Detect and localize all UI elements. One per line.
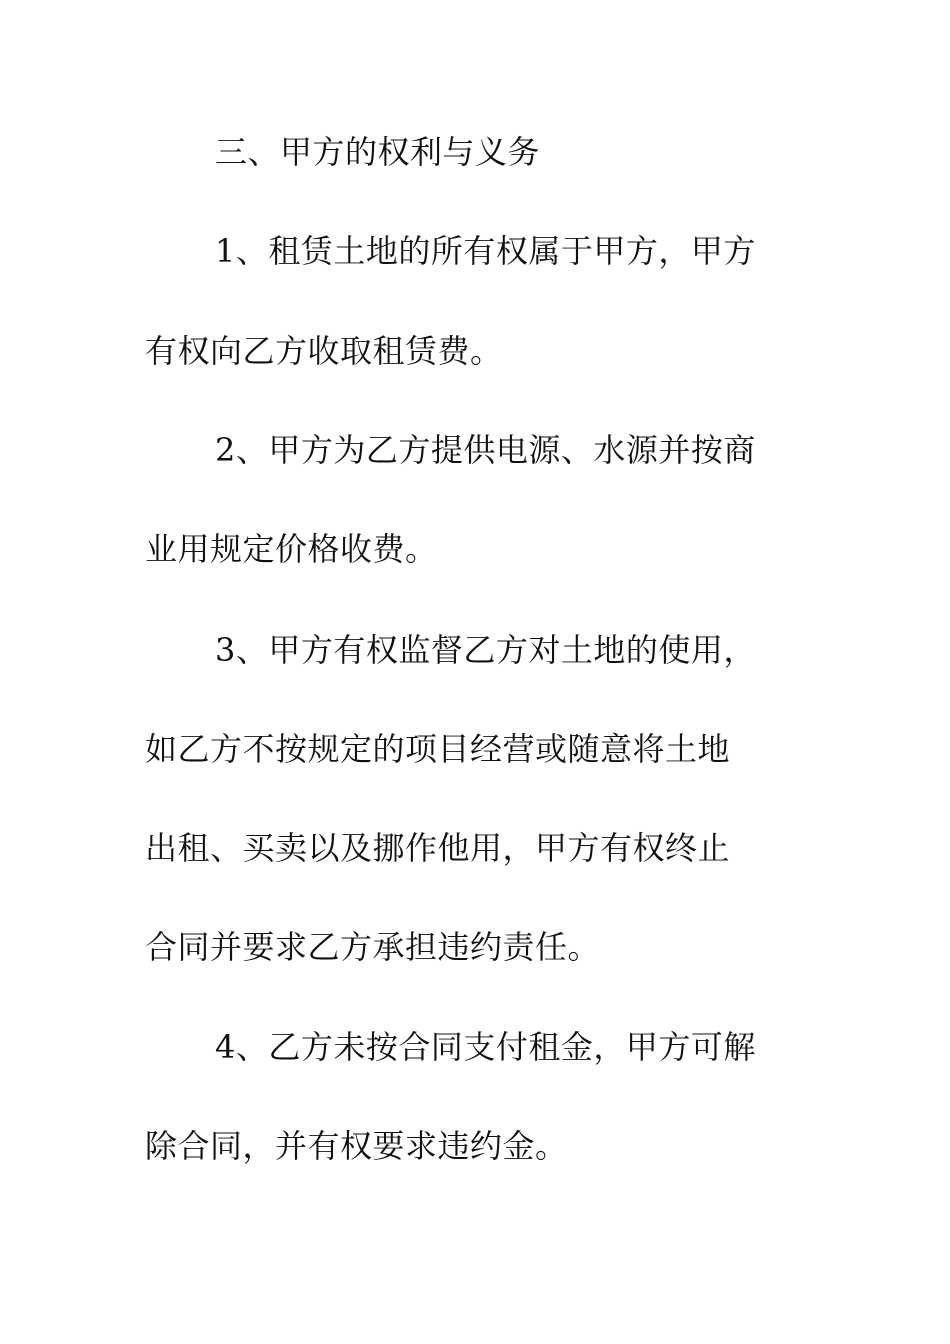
clause-3-line-3: 出租、买卖以及挪作他用，甲方有权终止 (145, 829, 731, 867)
clause-3-line-1: 3、甲方有权监督乙方对土地的使用， (215, 631, 756, 669)
section-heading: 三、甲方的权利与义务 (215, 133, 541, 171)
clause-3-line-4: 合同并要求乙方承担违约责任。 (145, 928, 601, 966)
clause-3-line-2: 如乙方不按规定的项目经营或随意将土地 (145, 730, 731, 768)
clause-2-line-2: 业用规定价格收费。 (145, 530, 438, 568)
clause-1-line-1: 1、租赁土地的所有权属于甲方，甲方 (215, 232, 756, 270)
clause-1-line-2: 有权向乙方收取租赁费。 (145, 332, 503, 370)
clause-4-line-2: 除合同，并有权要求违约金。 (145, 1127, 568, 1165)
clause-2-line-1: 2、甲方为乙方提供电源、水源并按商 (215, 431, 756, 469)
clause-4-line-1: 4、乙方未按合同支付租金，甲方可解 (215, 1028, 756, 1066)
